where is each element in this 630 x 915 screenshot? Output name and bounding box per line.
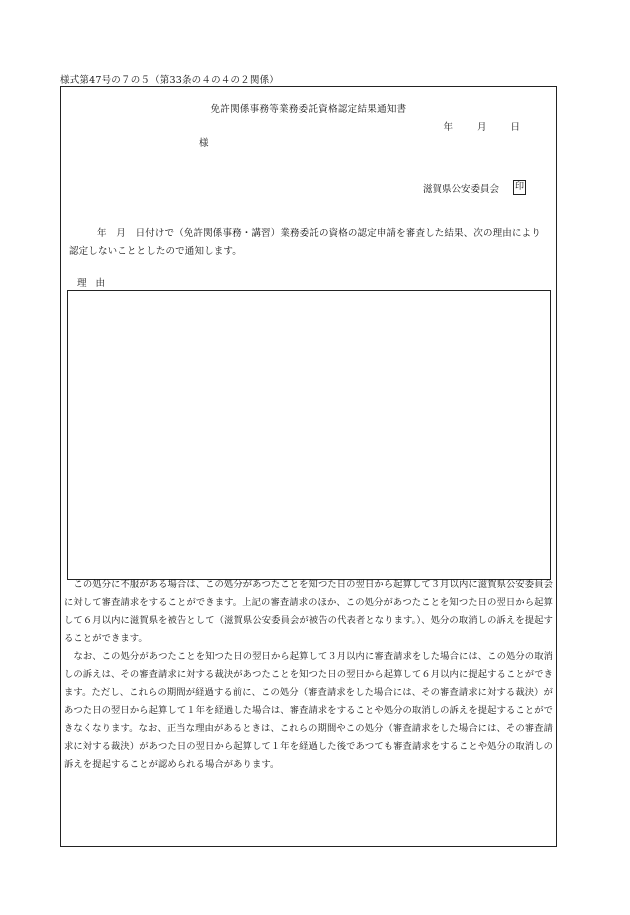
year-label: 年 [443, 122, 453, 133]
body-paragraph: 年 月 日付けで（免許関係事務・講習）業務委託の資格の認定申請を審査した結果、次の理由により認定しないこととしたので通知します。 [69, 228, 541, 257]
day-label: 日 [510, 122, 520, 133]
seal-mark: 印 [513, 180, 526, 195]
month-label: 月 [476, 122, 487, 133]
notice-section [64, 576, 553, 774]
reason-label: 理由 [77, 278, 115, 289]
issuer-name: 滋賀県公安委員会 [422, 183, 499, 195]
notice-paragraph-1: この処分に不服がある場合は、この処分があつたことを知つた日の翌日から起算して３月以内に滋賀県公安委員会に対して審査請求をすることができます。上記の審査請求のほか、この処分があつたことを知つた日の翌日から起算して６月以内に滋賀県を被告として（滋賀県公安委員会が被告の代表者となります。）、処分の取消しの訴えを提起することができます。 [64, 579, 553, 644]
date-line [443, 119, 520, 133]
document-title: 免許関係事務等業務委託資格認定結果通知書 [210, 104, 407, 115]
notice-paragraph-2: なお、この処分があつたことを知つた日の翌日から起算して３月以内に審査請求をした場合には、この処分の取消しの訴えは、その審査請求に対する裁決があつたことを知つた日の翌日から起算して６月以内に提起することができます。ただし、これらの期間が経過する前に、この処分（審査請求をした場合には、その審査請求に対する裁決）があつた日の翌日から起算して１年を経過した場合は、審査請求をすることや処分の取消しの訴えを提起することができなくなります。なお、正当な理由があるときは、これらの期間やこの処分（審査請求をした場合には、その審査請求に対する裁決）があつた日の翌日から起算して１年を経過した後であつても審査請求をすることや処分の取消しの訴えを提起することが認められる場合があります。 [64, 651, 553, 770]
form-number: 様式第47号の７の５（第33条の４の４の２関係） [60, 75, 279, 86]
reason-box[interactable] [67, 290, 551, 580]
document-frame [60, 86, 557, 847]
addressee-suffix: 様 [199, 138, 209, 149]
issuer-block [423, 180, 526, 195]
